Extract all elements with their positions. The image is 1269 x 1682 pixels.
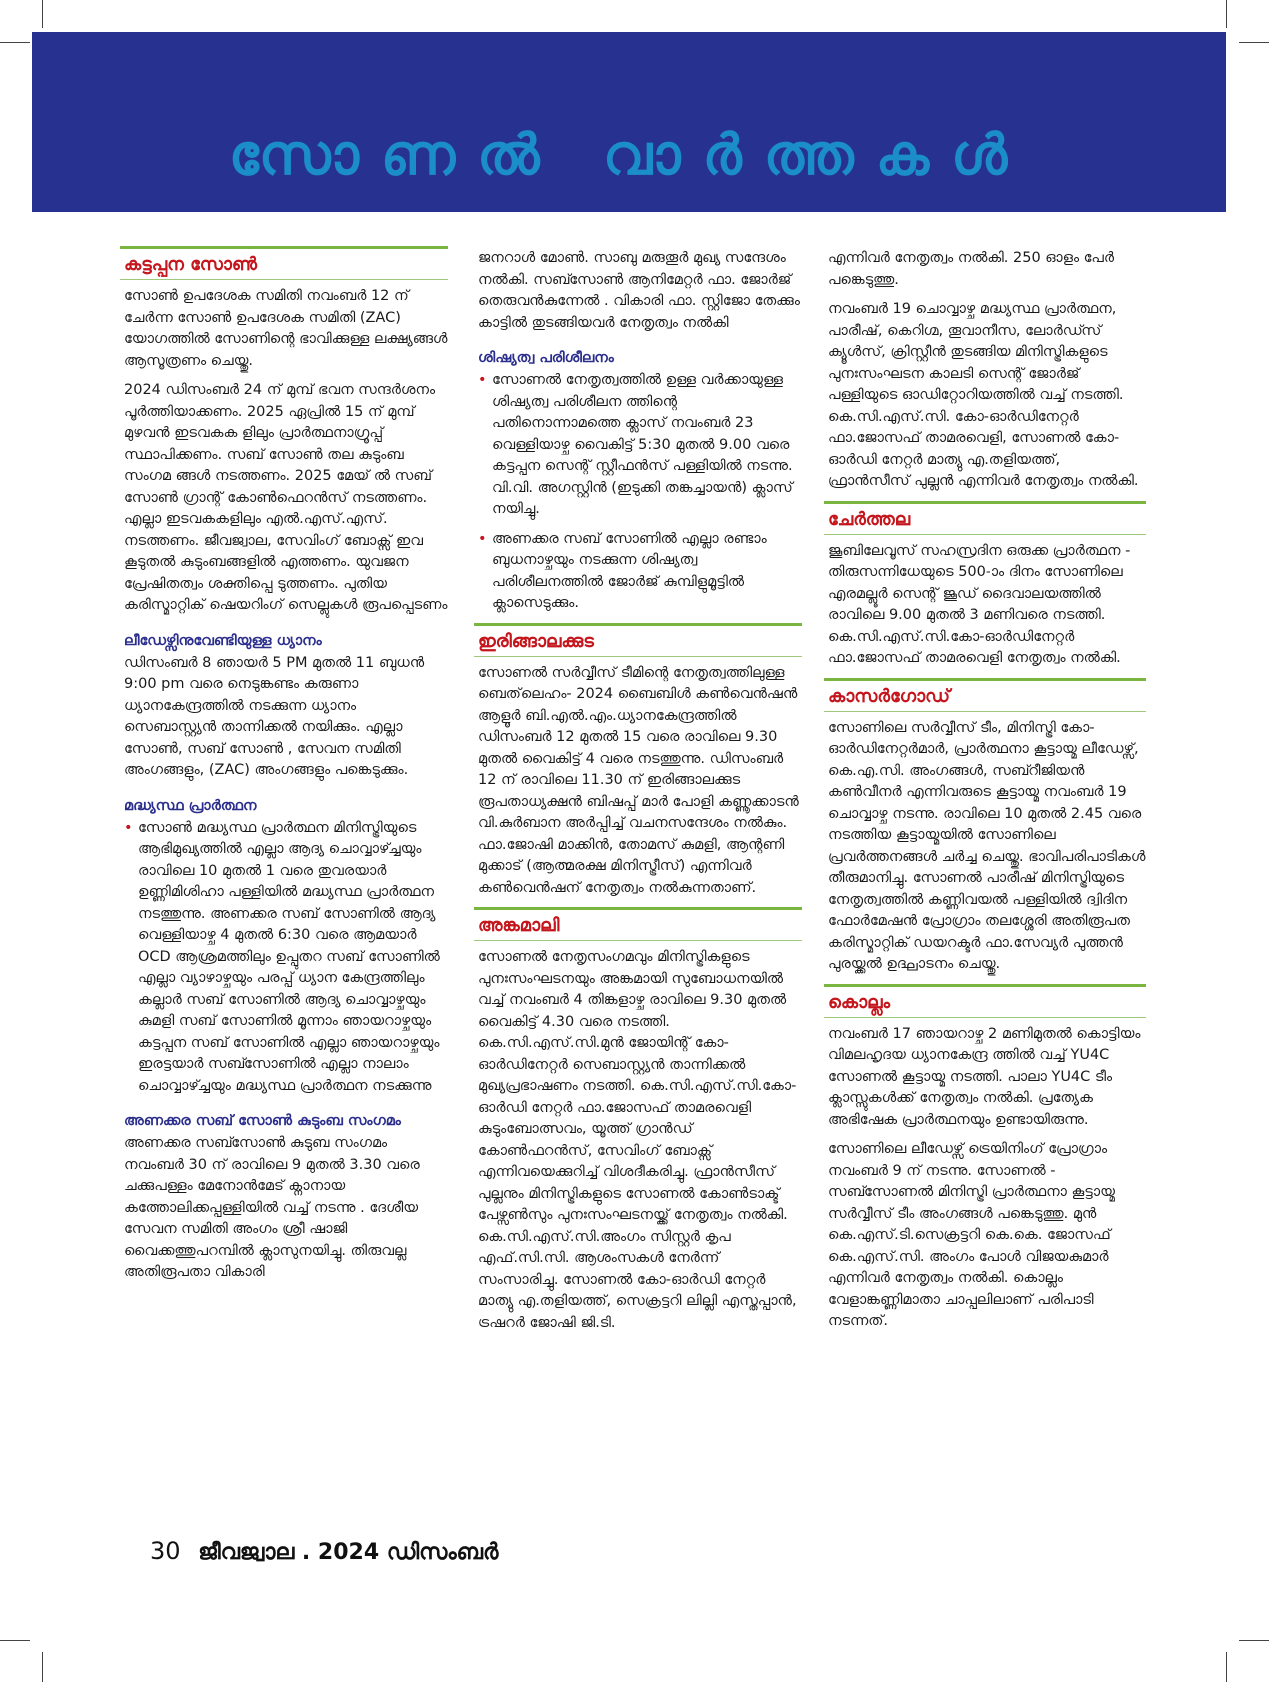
bullet-item: • അണക്കര സബ് സോണിൽ എല്ലാ രണ്ടാം ബുധനാഴ്ചയും നടക്കുന്ന ശിഷ്യത്വ പരിശീലനത്തിൽ ജോർജ് കുമ്പിളുമൂട്ടിൽ ക്ലാസെടുക്കും.: [478, 529, 802, 615]
crop-mark: [1226, 1652, 1227, 1682]
section-title: കാസർഗോഡ്: [828, 685, 950, 707]
section-header-kasaragod: [824, 678, 1146, 712]
header-banner: [32, 32, 1226, 212]
crop-mark: [0, 42, 30, 43]
article-paragraph: നവംബർ 19 ചൊവ്വാഴ്ച മദ്ധ്യസ്ഥ പ്രാർത്ഥന, പാരീഷ്, കെറിഗ്മ, തൂവാനീസ, ലോർഡ്സ് ക്യൂൾസ്, ക്രിസ്റ്റീൻ തുടങ്ങിയ മിനിസ്ട്രികളുടെ പുനഃസംഘടന കാലടി സെന്റ് ജോർജ് പള്ളിയുടെ ഓഡിറ്റോറിയത്തിൽ വച്ച് നടത്തി. കെ.സി.എസ്.സി. കോ-ഓർഡിനേറ്റർ ഫാ.ജോസഫ് താമരവെളി, സോണൽ കോ-ഓർഡി നേറ്റർ മാത്യു എ.തളിയത്ത്, ഫ്രാൻസീസ് പുല്ലൻ എന്നിവർ നേതൃത്വം നൽകി.: [828, 301, 1139, 489]
section-title: കട്ടപ്പന സോൺ: [124, 254, 258, 275]
column-right: [824, 240, 1146, 1550]
section-header-kattappana: [120, 246, 448, 280]
crop-mark: [0, 1640, 30, 1641]
article-paragraph: ജനറാൾ മോൺ. സാബു മരുതൂർ മുഖ്യ സന്ദേശം നൽകി. സബ്സോൺ ആനിമേറ്റർ ഫാ. ജോർജ് തെരുവൻകുന്നേൽ . വികാരി ഫാ. സ്റ്റിജോ തേക്കും കാട്ടിൽ തുടങ്ങിയവർ നേതൃത്വം നൽകി: [478, 250, 800, 331]
article-paragraph: ഡിസംബർ 8 ഞായർ 5 PM മുതൽ 11 ബുധൻ 9:00 pm വരെ നെടുങ്കണ്ടം കരുണാ ധ്യാനകേന്ദ്രത്തിൽ നടക്കുന്ന ധ്യാനം സെബാസ്റ്റ്യൻ താന്നിക്കൽ നയിക്കും. എല്ലാ സോൺ, സബ് സോൺ , സേവന സമിതി അംഗങ്ങളും, (ZAC) അംഗങ്ങളും പങ്കെടുക്കും.: [124, 654, 425, 778]
article-paragraph: നവംബർ 17 ഞായറാഴ്ച 2 മണിമുതൽ കൊട്ടിയം വിമലഹൃദയ ധ്യാനകേന്ദ്ര ത്തിൽ വച്ച് YU4C സോണൽ കൂട്ടായ്മ നടത്തി. പാലാ YU4C ടീം ക്ലാസ്സുകൾക്ക് നേതൃത്വം നൽകി. പ്രത്യേക അഭിഷേക പ്രാർത്ഥനയും ഉണ്ടായിരുന്നു.: [828, 1025, 1141, 1128]
article-paragraph: സോൺ ഉപദേശക സമിതി നവംബർ 12 ന് ചേർന്ന സോൺ ഉപദേശക സമിതി (ZAC) യോഗത്തിൽ സോണിന്റെ ഭാവിക്കുള്ള ലക്ഷ്യങ്ങൾ ആസൂത്രണം ചെയ്തു.: [124, 288, 448, 369]
article-paragraph: സോണിലെ ലീഡേഴ്സ് ട്രെയിനിംഗ് പ്രോഗ്രാം നവംബർ 9 ന് നടന്നു. സോണൽ - സബ്സോണൽ മിനിസ്ട്രി പ്രാർത്ഥനാ കൂട്ടായ്മ സർവ്വീസ് ടീം അംഗങ്ങൾ പങ്കെടുത്തു. മുൻ കെ.എസ്.ടി.സെക്രട്ടറി കെ.കെ. ജോസഫ് കെ.എസ്.സി. അംഗം പോൾ വിജയകുമാർ എന്നിവർ നേതൃത്വം നൽകി. കൊല്ലം വേളാങ്കണ്ണിമാതാ ചാപ്പലിലാണ് പരിപാടി നടന്നത്.: [828, 1141, 1115, 1329]
section-header-kollam: [824, 984, 1146, 1018]
article-paragraph: 2024 ഡിസംബർ 24 ന് മുമ്പ് ഭവന സന്ദർശനം പൂർത്തിയാക്കണം. 2025 ഏപ്രിൽ 15 ന് മുമ്പ് മുഴവൻ ഇടവകക ളിലും പ്രാർത്ഥനാഗ്രൂപ്പ് സ്ഥാപിക്കണം. സബ് സോൺ തല കുടുംബ സംഗമ ങ്ങൾ നടത്തണം. 2025 മേയ് ൽ സബ് സോൺ ഗ്രാന്റ് കോൺഫെറൻസ് നടത്തണം. എല്ലാ ഇടവകകളിലും എൽ.എസ്.എസ്. നടത്തണം. ജീവജ്വാല, സേവിംഗ് ബോക്സ് ഇവ കൂടുതൽ കുടുംബങ്ങളിൽ എത്തണം. യുവജന പ്രേഷിതത്വം ശക്തിപ്പെ ടുത്തണം. പുതിയ കരിസ്മാറ്റിക് ഷെയറിംഗ് സെല്ലുകൾ രൂപപ്പെടണം: [124, 382, 448, 613]
page-title: സോണൽ വാർത്തകൾ: [228, 123, 1030, 188]
crop-mark: [1239, 1640, 1269, 1641]
article-paragraph: സോണൽ നേതൃസംഗമവും മിനിസ്ട്രികളുടെ പുനഃസംഘടനയും അങ്കമായി സുബോധനയിൽ വച്ച് നവംബർ 4 തിങ്കളാഴ്ച രാവിലെ 9.30 മുതൽ വൈകിട്ട് 4.30 വരെ നടത്തി. കെ.സി.എസ്.സി.മുൻ ജോയിന്റ് കോ-ഓർഡിനേറ്റർ സെബാസ്റ്റ്യൻ താന്നിക്കൽ മുഖ്യപ്രഭാഷണം നടത്തി. കെ.സി.എസ്.സി.കോ-ഓർഡി നേറ്റർ ഫാ.ജോസഫ് താമരവെളി കുടുംബോത്സവം, യൂത്ത് ഗ്രാൻഡ് കോൺഫറൻസ്, സേവിംഗ് ബോക്സ് എന്നിവയെക്കുറിച്ച് വിശദീകരിച്ചു. ഫ്രാൻസീസ് പുല്ലനും മിനിസ്ട്രികളുടെ സോണൽ കോൺടാക്ട് പേഴ്സൺസും പുനഃസംഘടനയ്ക്ക് നേതൃത്വം നൽകി. കെ.സി.എസ്.സി.അംഗം സിസ്റ്റർ കൃപ എഫ്.സി.സി. ആശംസകൾ നേർന്ന് സംസാരിച്ചു. സോണൽ കോ-ഓർഡി നേറ്റർ മാത്യു എ.തളിയത്ത്, സെക്രട്ടറി ലില്ലി എസ്തപ്പാൻ, ട്രഷറർ ജോഷി ജി.ടി.: [478, 949, 797, 1331]
sub-heading: ലീഡേഴ്സിനുവേണ്ടിയുള്ള ധ്യാനം: [124, 632, 322, 649]
bullet-item: • സോണൽ നേതൃത്വത്തിൽ ഉള്ള വർക്കായുള്ള ശിഷ്യത്വ പരിശീലന ത്തിന്റെ പതിനൊന്നാമത്തെ ക്ലാസ് നവംബർ 23 വെള്ളിയാഴ്ച വൈകിട്ട് 5:30 മുതൽ 9.00 വരെ കട്ടപ്പന സെന്റ് സ്റ്റീഫൻസ് പള്ളിയിൽ നടന്നു. വി.വി. അഗസ്റ്റിൻ (ഇടുക്കി തങ്കച്ചായൻ) ക്ലാസ് നയിച്ചു.: [478, 370, 802, 521]
bullet-item: • സോൺ മദ്ധ്യസ്ഥ പ്രാർത്ഥന മിനിസ്ട്രിയുടെ ആഭിമുഖ്യത്തിൽ എല്ലാ ആദ്യ ചൊവ്വാഴ്ച്ചയും രാവിലെ 10 മുതൽ 1 വരെ തുവരയാർ ഉണ്ണിമിശിഹാ പള്ളിയിൽ മദ്ധ്യസ്ഥ പ്രാർത്ഥന നടത്തുന്നു. അണക്കര സബ് സോണിൽ ആദ്യ വെള്ളിയാഴ്ച 4 മുതൽ 6:30 വരെ ആമയാർ OCD ആശ്രമത്തിലും ഉപ്പുതറ സബ് സോണിൽ എല്ലാ വ്യാഴാഴ്ചയും പരപ്പ് ധ്യാന കേന്ദ്രത്തിലും കല്ലാർ സബ് സോണിൽ ആദ്യ ചൊവ്വാഴ്ചയും കുമളി സബ് സോണിൽ മൂന്നാം ഞായറാഴ്ചയും കട്ടപ്പന സബ് സോണിൽ എല്ലാ ഞായറാഴ്ചയും ഇരട്ടയാർ സബ്സോണിൽ എല്ലാ നാലാം ചൊവ്വാഴ്ച്ചയും മദ്ധ്യസ്ഥ പ്രാർത്ഥന നടക്കുന്നു: [124, 818, 448, 1098]
crop-mark: [1239, 42, 1269, 43]
section-header-angamaly: [474, 907, 802, 941]
section-title: ഇരിങ്ങാലക്കുട: [478, 630, 594, 652]
page-footer: [150, 1537, 498, 1565]
column-left: [120, 240, 448, 1540]
article-paragraph: സോണൽ സർവ്വീസ് ടീമിന്റെ നേതൃത്വത്തിലുള്ള ബെത്‌ലെഹം- 2024 ബൈബിൾ കൺവെൻഷൻ ആളൂർ ബി.എൽ.എം.ധ്യാനകേന്ദ്രത്തിൽ ഡിസംബർ 12 മുതൽ 15 വരെ രാവിലെ 9.30 മുതൽ വൈകിട്ട് 4 വരെ നടത്തുന്നു. ഡിസംബർ 12 ന് രാവിലെ 11.30 ന് ഇരിങ്ങാലക്കുട രൂപതാധ്യക്ഷൻ ബിഷപ്പ് മാർ പോളി കണ്ണൂക്കാടൻ വി.കുർബാന അർപ്പിച്ച് വചനസന്ദേശം നൽകും. ഫാ.ജോഷി മാക്കിൻ, തോമസ് കുമളി, ആന്റണി മുക്കാട് (ആത്മരക്ഷ മിനിസ്ട്രീസ്) എന്നിവർ കൺവെൻഷന് നേതൃത്വം നൽകുന്നതാണ്.: [478, 664, 799, 896]
crop-mark: [1226, 0, 1227, 28]
crop-mark: [42, 0, 43, 28]
section-header-cherthala: [824, 501, 1146, 535]
article-paragraph: ജൂബിലേവൂസ് സഹസ്രദിന ഒരുക്ക പ്രാർത്ഥന - തിരുസന്നിധേയുടെ 500-ാം ദിനം സോണിലെ എരമല്ലൂർ സെന്റ് ജൂഡ് ദൈവാലയത്തിൽ രാവിലെ 9.00 മുതൽ 3 മണിവരെ നടത്തി. കെ.സി.എസ്.സി.കോ-ഓർഡിനേറ്റർ ഫാ.ജോസഫ് താമരവെളി നേതൃത്വം നൽകി.: [828, 542, 1131, 666]
crop-mark: [42, 1652, 43, 1682]
section-title: കൊല്ലം: [828, 991, 891, 1013]
sub-heading: മദ്ധ്യസ്ഥ പ്രാർത്ഥന: [124, 797, 257, 814]
section-title: അങ്കമാലി: [478, 915, 560, 936]
section-title: ചേർത്തല: [828, 508, 911, 530]
page-number: 30: [150, 1537, 181, 1565]
section-header-iringalakuda: [474, 623, 802, 657]
publication-line: ജീവജ്വാല . 2024 ഡിസംബർ: [198, 1540, 499, 1565]
sub-heading: ശിഷ്യത്വ പരിശീലനം: [478, 350, 614, 366]
sub-heading: അണക്കര സബ് സോൺ കുടുംബ സംഗമം: [124, 1113, 401, 1129]
article-paragraph: എന്നിവർ നേതൃത്വം നൽകി. 250 ഓളം പേർ പങ്കെടുത്തു.: [828, 250, 1114, 288]
column-middle: [474, 240, 802, 1550]
article-paragraph: സോണിലെ സർവ്വീസ് ടീം, മിനിസ്ട്രി കോ-ഓർഡിനേറ്റർമാർ, പ്രാർത്ഥനാ കൂട്ടായ്മ ലീഡേഴ്സ്, കെ.എ.സി. അംഗങ്ങൾ, സബ്റീജിയൻ കൺവീനർ എന്നിവരുടെ കൂട്ടായ്മ നവംബർ 19 ചൊവ്വാഴ്ച നടന്നു. രാവിലെ 10 മുതൽ 2.45 വരെ നടത്തിയ കൂട്ടായ്മയിൽ സോണിലെ പ്രവർത്തനങ്ങൾ ചർച്ച ചെയ്തു. ഭാവിപരിപാടികൾ തീരുമാനിച്ചു. സോണൽ പാരീഷ് മിനിസ്ട്രിയുടെ നേതൃത്വത്തിൽ കണ്ണിവയൽ പള്ളിയിൽ ദ്വിദിന ഫോർമേഷൻ പ്രോഗ്രാം തലശ്ശേരി അതിരൂപത കരിസ്മാറ്റിക് ഡയറക്ടർ ഫാ.സേവ്യർ പുത്തൻ പുരയ്ക്കൽ ഉദ്ഘാടനം ചെയ്തു.: [828, 719, 1146, 972]
article-paragraph: അണക്കര സബ്സോൺ കുടുബ സംഗമം നവംബർ 30 ന് രാവിലെ 9 മുതൽ 3.30 വരെ ചക്കുപള്ളം മേനോൻമേട് ക്നാനായ കത്തോലിക്കപ്പള്ളിയിൽ വച്ച് നടന്നു . ദേശീയ സേവന സമിതി അംഗം ശ്രീ ഷാജി വൈക്കത്തുപറമ്പിൽ ക്ലാസുനയിച്ചു. തിരുവല്ല അതിരൂപതാ വികാരി: [124, 1135, 420, 1280]
